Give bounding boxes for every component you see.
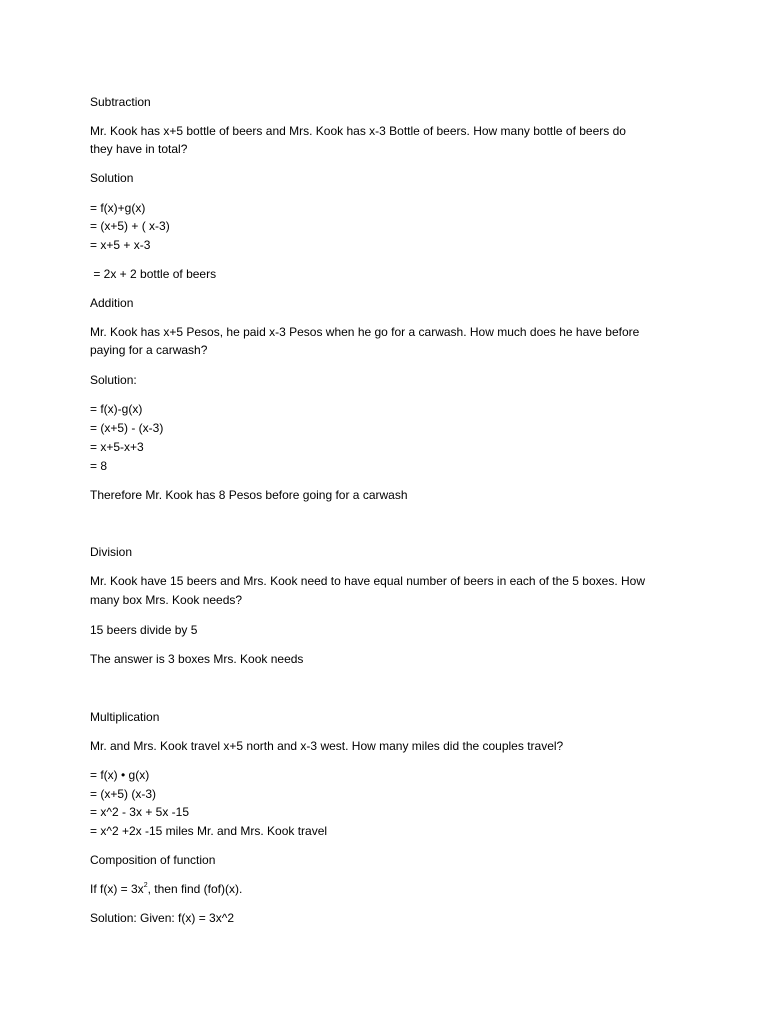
addition-step: = x+5-x+3: [90, 440, 144, 454]
composition-question: [90, 882, 242, 896]
multiplication-problem: Mr. and Mrs. Kook travel x+5 north and x-3 west. How many miles did the couples travel?: [90, 739, 564, 753]
subtraction-problem-line2: they have in total?: [90, 142, 188, 156]
subtraction-problem-line1: Mr. Kook has x+5 bottle of beers and Mrs. Kook has x-3 Bottle of beers. How many bottle of beers do: [90, 124, 626, 138]
composition-question-suffix: , then find (fof)(x).: [147, 882, 243, 896]
multiplication-heading: Multiplication: [90, 710, 160, 724]
composition-solution: Solution: Given: f(x) = 3x^2: [90, 911, 235, 925]
addition-conclusion: Therefore Mr. Kook has 8 Pesos before going for a carwash: [90, 488, 408, 502]
division-problem-line2: many box Mrs. Kook needs?: [90, 593, 243, 607]
subtraction-heading: Subtraction: [90, 95, 151, 109]
division-step: 15 beers divide by 5: [90, 623, 198, 637]
subtraction-step: = x+5 + x-3: [90, 238, 151, 252]
addition-heading: Addition: [90, 296, 134, 310]
multiplication-step: = f(x) • g(x): [90, 768, 150, 782]
addition-solution-label: Solution:: [90, 373, 137, 387]
division-problem-line1: Mr. Kook have 15 beers and Mrs. Kook need to have equal number of beers in each of the 5 boxes. How: [90, 574, 645, 588]
division-answer: The answer is 3 boxes Mrs. Kook needs: [90, 652, 304, 666]
addition-step: = 8: [90, 459, 108, 473]
multiplication-step: = x^2 +2x -15 miles Mr. and Mrs. Kook travel: [90, 824, 328, 838]
addition-step: = f(x)-g(x): [90, 402, 143, 416]
addition-problem-line2: paying for a carwash?: [90, 343, 208, 357]
subtraction-step: = f(x)+g(x): [90, 201, 146, 215]
composition-question-exponent: 2: [143, 882, 148, 889]
division-heading: Division: [90, 545, 133, 559]
subtraction-step: = (x+5) + ( x-3): [90, 219, 170, 233]
multiplication-step: = (x+5) (x-3): [90, 787, 157, 801]
subtraction-answer: = 2x + 2 bottle of beers: [90, 267, 217, 281]
addition-step: = (x+5) - (x-3): [90, 421, 164, 435]
composition-heading: Composition of function: [90, 853, 216, 867]
addition-problem-line1: Mr. Kook has x+5 Pesos, he paid x-3 Pesos when he go for a carwash. How much does he have before: [90, 325, 640, 339]
multiplication-step: = x^2 - 3x + 5x -15: [90, 805, 190, 819]
composition-question-prefix: If f(x) = 3x: [90, 882, 144, 896]
subtraction-solution-label: Solution: [90, 171, 134, 185]
